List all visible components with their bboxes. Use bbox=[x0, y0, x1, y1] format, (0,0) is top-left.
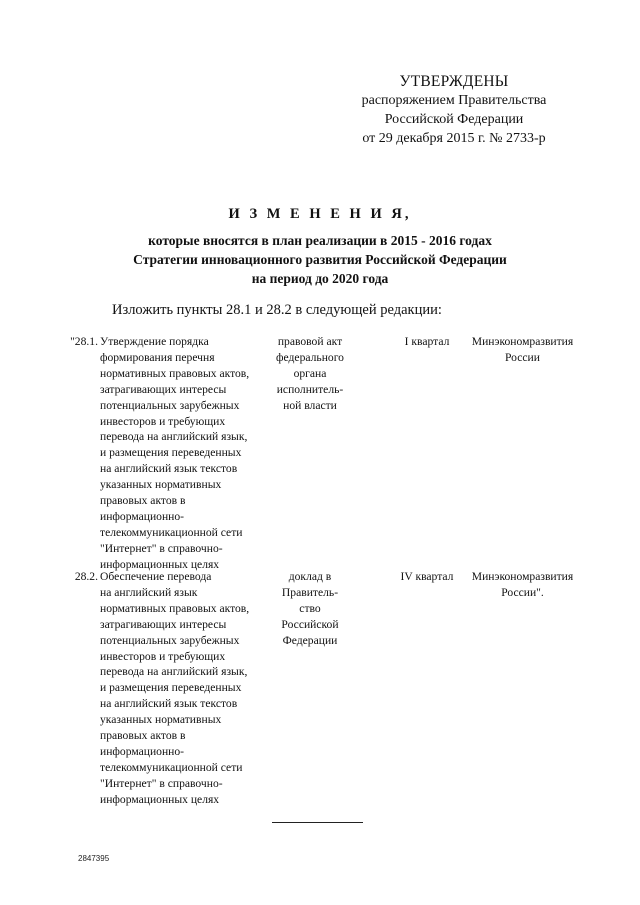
responsible-line: России". bbox=[501, 585, 544, 599]
description-line: и размещения переведенных bbox=[100, 681, 242, 695]
description-line: информационных целях bbox=[100, 792, 220, 806]
description-line: информационно- bbox=[100, 509, 185, 523]
item-number: "28.1. bbox=[70, 335, 98, 348]
description-line: правовых актов в bbox=[100, 729, 186, 743]
description-line: указанных нормативных bbox=[100, 478, 222, 492]
document-type-line: правовой акт bbox=[277, 335, 343, 348]
document-type-line: Федерации bbox=[282, 633, 338, 647]
description-line: на английский язык bbox=[100, 585, 198, 599]
intro-text: Изложить пункты 28.1 и 28.2 в следующей редакции: bbox=[112, 302, 442, 318]
description-line: на английский язык текстов bbox=[100, 697, 238, 711]
description-line: формирования перечня bbox=[100, 350, 215, 364]
item-description bbox=[100, 569, 272, 808]
description-line: "Интернет" в справочно- bbox=[100, 776, 223, 790]
document-type-line: федерального bbox=[276, 350, 344, 364]
document-type-line: органа bbox=[293, 366, 327, 380]
subtitle-line: Стратегии инновационного развития Российской Федерации bbox=[133, 252, 507, 267]
item-period: I квартал bbox=[404, 335, 450, 348]
responsible-line: Минэкономразвития bbox=[471, 570, 574, 583]
description-line: перевода на английский язык, bbox=[100, 430, 248, 444]
document-code: 2847395 bbox=[78, 854, 110, 863]
description-line: перевода на английский язык, bbox=[100, 665, 248, 679]
description-line: Обеспечение перевода bbox=[100, 570, 212, 583]
document-type-line: исполнитель- bbox=[276, 382, 344, 396]
description-line: телекоммуникационной сети bbox=[100, 760, 243, 774]
item-number: 28.2. bbox=[74, 570, 98, 583]
description-line: и размещения переведенных bbox=[100, 446, 242, 460]
description-line: инвесторов и требующих bbox=[100, 649, 226, 663]
subtitle-line: на период до 2020 года bbox=[251, 271, 389, 286]
description-line: информационно- bbox=[100, 744, 185, 758]
item-document-type bbox=[270, 569, 350, 649]
description-line: нормативных правовых актов, bbox=[100, 366, 250, 380]
description-line: потенциальных зарубежных bbox=[100, 633, 240, 647]
description-line: инвесторов и требующих bbox=[100, 414, 226, 428]
description-line: затрагивающих интересы bbox=[100, 382, 227, 396]
description-line: информационных целях bbox=[100, 557, 220, 571]
item-responsible bbox=[460, 569, 585, 601]
description-line: указанных нормативных bbox=[100, 713, 222, 727]
approval-line: распоряжением Правительства bbox=[361, 93, 547, 108]
description-line: затрагивающих интересы bbox=[100, 617, 227, 631]
item-document-type bbox=[270, 334, 350, 414]
document-type-line: ной власти bbox=[283, 398, 337, 412]
responsible-line: России bbox=[505, 350, 540, 364]
document-subtitle bbox=[0, 231, 640, 288]
description-line: на английский язык текстов bbox=[100, 462, 238, 476]
description-line: потенциальных зарубежных bbox=[100, 398, 240, 412]
approval-stamp bbox=[350, 72, 558, 148]
description-line: правовых актов в bbox=[100, 494, 186, 508]
description-line: нормативных правовых актов, bbox=[100, 601, 250, 615]
subtitle-line: которые вносятся в план реализации в 2015 - 2016 годах bbox=[148, 233, 492, 248]
approval-date-line: от 29 декабря 2015 г. № 2733-р bbox=[362, 131, 546, 146]
document-title: И З М Е Н Е Н И Я, bbox=[228, 206, 412, 222]
document-type-line: Российской bbox=[281, 617, 339, 631]
description-line: Утверждение порядка bbox=[100, 335, 209, 348]
document-type-line: ство bbox=[299, 601, 321, 615]
document-type-line: доклад в bbox=[288, 570, 332, 583]
description-line: "Интернет" в справочно- bbox=[100, 541, 223, 555]
item-responsible bbox=[460, 334, 585, 366]
approval-title: УТВЕРЖДЕНЫ bbox=[399, 73, 509, 90]
item-period: IV квартал bbox=[400, 570, 454, 583]
item-description bbox=[100, 334, 272, 573]
end-separator-line bbox=[272, 822, 363, 823]
document-type-line: Правитель- bbox=[281, 585, 339, 599]
responsible-line: Минэкономразвития bbox=[471, 335, 574, 348]
description-line: телекоммуникационной сети bbox=[100, 525, 243, 539]
approval-line: Российской Федерации bbox=[384, 112, 524, 127]
